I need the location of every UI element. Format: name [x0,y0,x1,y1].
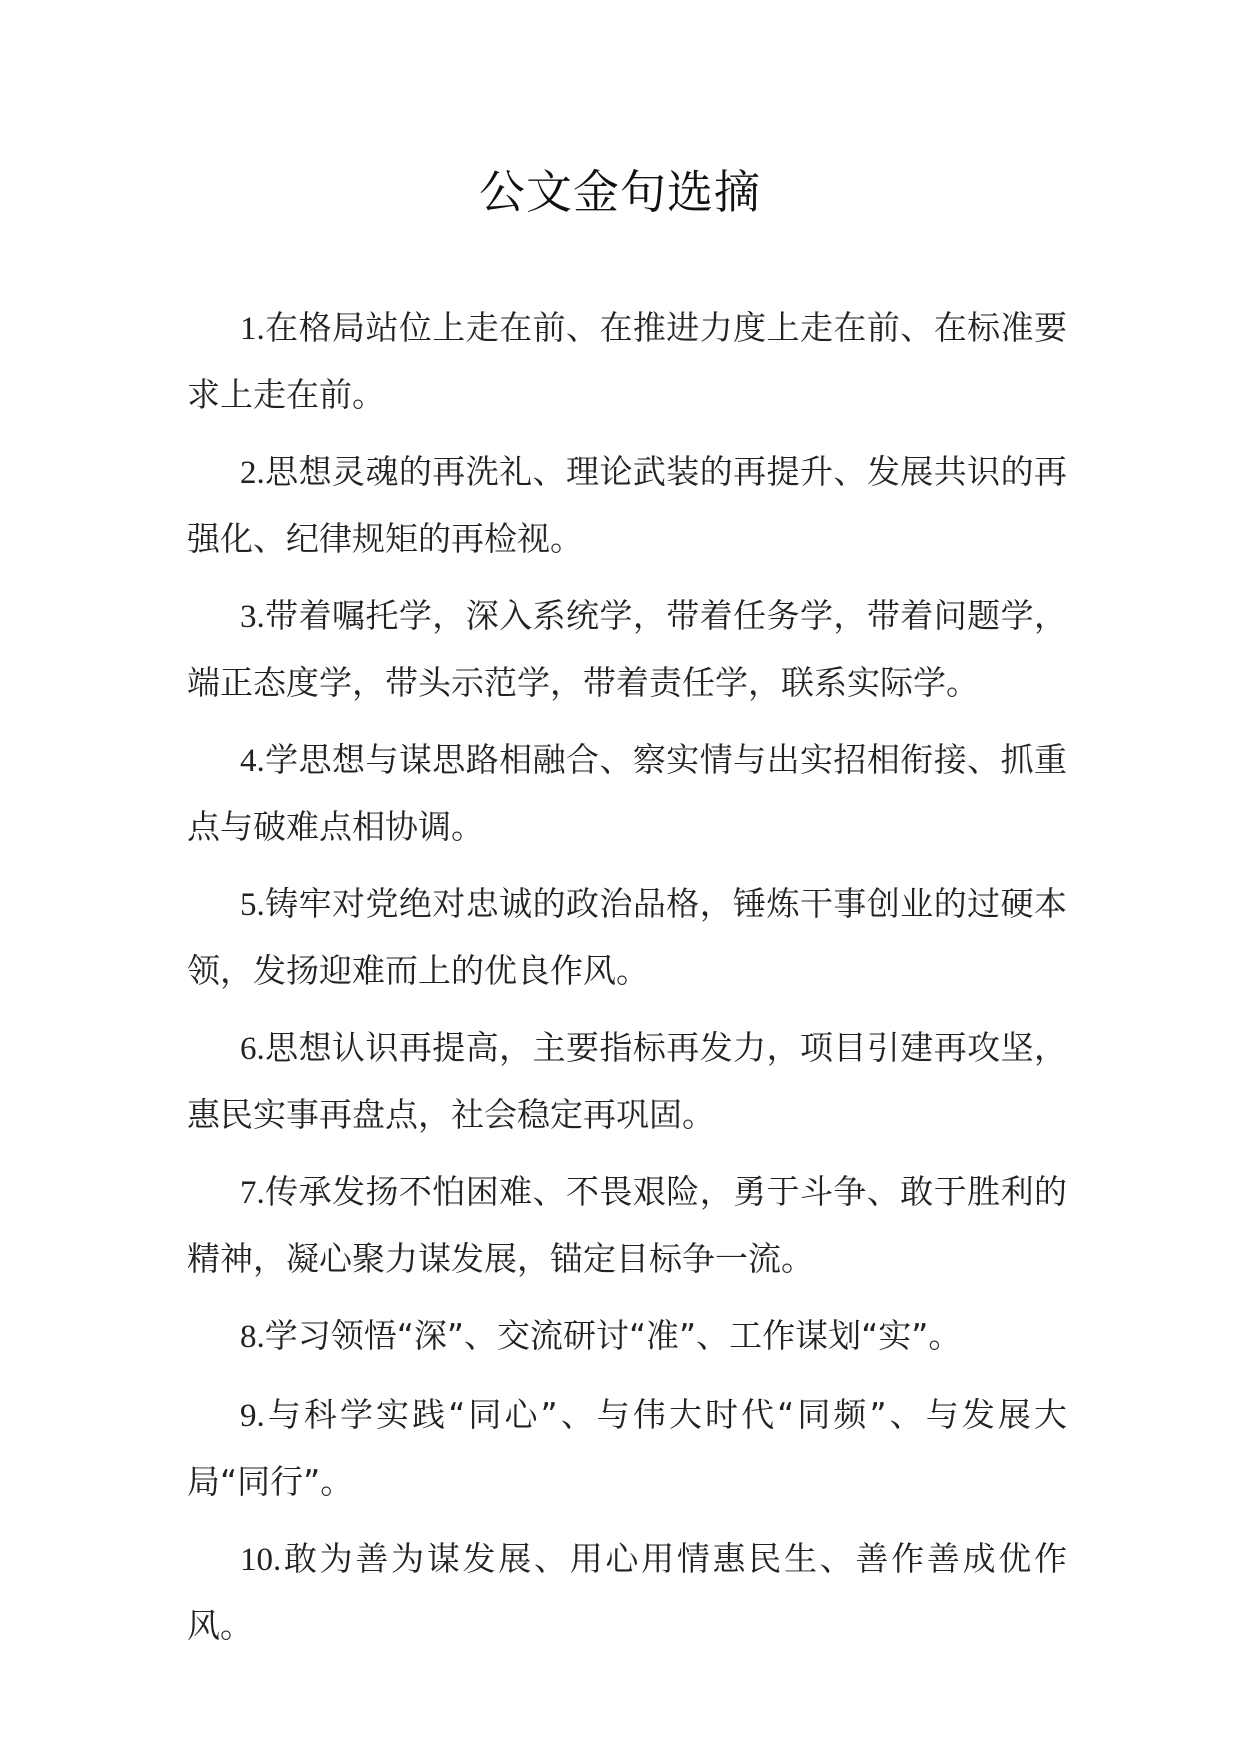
quote-text: 思想认识再提高，主要指标再发力，项目引建再攻坚，惠民实事再盘点，社会稳定再巩固。 [187,1028,1067,1134]
quote-number: 7. [240,1175,265,1211]
quote-item-7 [187,1159,1067,1291]
quote-item-1 [187,295,1067,427]
quote-number: 8. [240,1319,265,1355]
quote-number: 5. [240,887,265,923]
quote-text: 在格局站位上走在前、在推进力度上走在前、在标准要求上走在前。 [187,308,1067,414]
quote-text: 学习领悟“深”、交流研讨“准”、工作谋划“实”。 [264,1316,962,1355]
quote-item-9 [187,1382,1067,1514]
quote-text: 与科学实践“同心”、与伟大时代“同频”、与发展大局“同行”。 [187,1395,1067,1501]
quote-item-4 [187,727,1067,859]
quote-item-5 [187,871,1067,1003]
quote-item-3 [187,583,1067,715]
quote-text: 传承发扬不怕困难、不畏艰险，勇于斗争、敢于胜利的精神，凝心聚力谋发展，锚定目标争一流。 [187,1172,1067,1278]
quote-number: 6. [240,1031,265,1067]
quote-text: 带着嘱托学，深入系统学，带着任务学，带着问题学，端正态度学，带头示范学，带着责任学，联系实际学。 [187,596,1067,702]
quote-item-2 [187,439,1067,571]
quote-item-10 [187,1526,1067,1658]
quote-number: 9. [240,1398,265,1434]
quote-number: 4. [240,743,265,779]
quote-number: 1. [240,311,265,347]
quote-text: 铸牢对党绝对忠诚的政治品格，锤炼干事创业的过硬本领，发扬迎难而上的优良作风。 [187,884,1067,990]
quote-item-6 [187,1015,1067,1147]
quote-text: 学思想与谋思路相融合、察实情与出实招相衔接、抓重点与破难点相协调。 [187,740,1067,846]
quote-number: 2. [240,455,265,491]
quote-text: 敢为善为谋发展、用心用情惠民生、善作善成优作风。 [187,1539,1067,1645]
quote-number: 3. [240,599,265,635]
quote-item-8 [187,1303,1067,1370]
quote-text: 思想灵魂的再洗礼、理论武装的再提升、发展共识的再强化、纪律规矩的再检视。 [187,452,1067,558]
quote-list [187,295,1067,1670]
quote-number: 10. [240,1542,282,1578]
document-title: 公文金句选摘 [479,165,761,219]
